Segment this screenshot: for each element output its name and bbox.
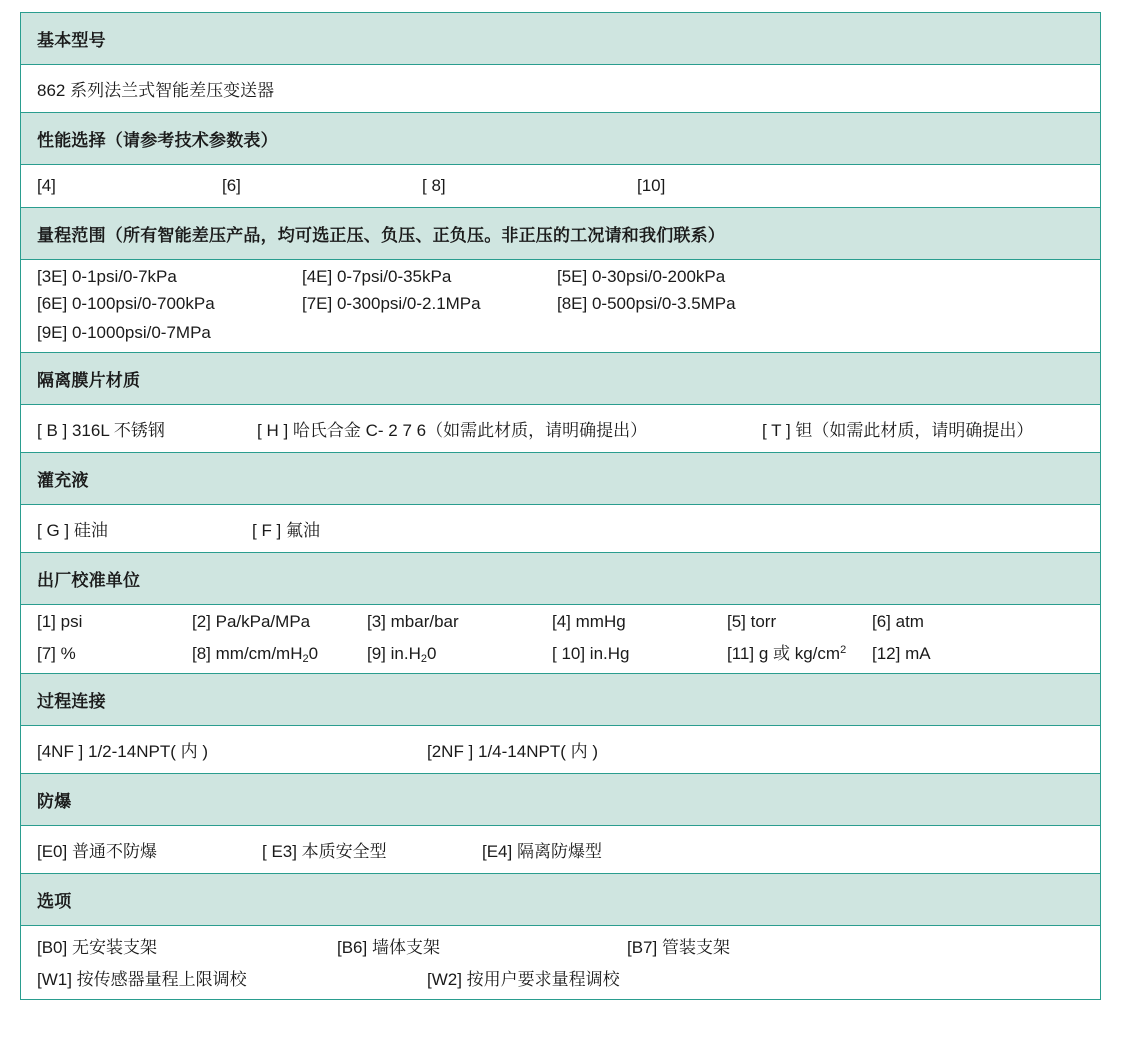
option-item[interactable]: [4] bbox=[37, 176, 56, 195]
option-item[interactable]: [9] $in.H_20$ bbox=[367, 644, 437, 665]
section-header-row bbox=[21, 874, 1100, 926]
section-header-line bbox=[21, 874, 1100, 925]
option-line bbox=[21, 926, 1100, 965]
option-item[interactable]: [ F ] 氟油 bbox=[252, 521, 320, 540]
section-header-label: 基本型号 bbox=[37, 31, 106, 50]
section-options-row bbox=[21, 65, 1100, 113]
product-spec-table bbox=[20, 12, 1101, 1000]
option-item[interactable]: [6] atm bbox=[872, 612, 924, 631]
option-item[interactable]: [ T ] 钽（如需此材质，请明确提出） bbox=[762, 421, 1034, 440]
option-item[interactable]: [8E] 0-500psi/0-3.5MPa bbox=[557, 294, 736, 313]
section-header-label: 灌充液 bbox=[37, 471, 89, 490]
section-header-row bbox=[21, 553, 1100, 605]
option-line bbox=[21, 405, 1100, 452]
option-item[interactable]: 862 系列法兰式智能差压变送器 bbox=[37, 81, 275, 100]
option-item[interactable]: [ 8] bbox=[422, 176, 446, 195]
option-item[interactable]: [W2] 按用户要求量程调校 bbox=[427, 970, 620, 989]
option-item[interactable]: [E4] 隔离防爆型 bbox=[482, 842, 602, 861]
section-header-line bbox=[21, 208, 1100, 259]
section-header-row bbox=[21, 353, 1100, 405]
option-item[interactable]: [5] torr bbox=[727, 612, 777, 631]
section-options-row bbox=[21, 165, 1100, 208]
option-line bbox=[21, 965, 1100, 999]
option-line bbox=[21, 505, 1100, 552]
option-item[interactable]: [3E] 0-1psi/0-7kPa bbox=[37, 267, 177, 286]
option-item[interactable]: [4] mmHg bbox=[552, 612, 626, 631]
section-header-row bbox=[21, 774, 1100, 826]
section-header-label: 选项 bbox=[37, 892, 72, 911]
option-item[interactable]: [7] % bbox=[37, 644, 76, 663]
option-line bbox=[21, 639, 1100, 673]
option-item[interactable]: [ E3] 本质安全型 bbox=[262, 842, 387, 861]
option-line bbox=[21, 165, 1100, 207]
option-item[interactable]: [2] Pa/kPa/MPa bbox=[192, 612, 311, 631]
option-line bbox=[21, 260, 1100, 294]
option-item[interactable]: [4NF ] 1/2-14NPT( 内 ) bbox=[37, 742, 208, 761]
section-options-row bbox=[21, 826, 1100, 874]
section-header-line bbox=[21, 353, 1100, 404]
section-options-row bbox=[21, 926, 1100, 999]
section-header-row bbox=[21, 13, 1100, 65]
option-item[interactable]: [4E] 0-7psi/0-35kPa bbox=[302, 267, 452, 286]
option-item[interactable]: [11] g 或 $kg/cm^2$ bbox=[727, 644, 847, 663]
option-line bbox=[21, 605, 1100, 639]
option-item[interactable]: [6] bbox=[222, 176, 241, 195]
section-header-row bbox=[21, 113, 1100, 165]
section-options-row bbox=[21, 605, 1100, 674]
section-header-label: 量程范围（所有智能差压产品，均可选正压、负压、正负压。非正压的工况请和我们联系） bbox=[37, 226, 725, 245]
section-header-line bbox=[21, 113, 1100, 164]
section-header-label: 性能选择（请参考技术参数表） bbox=[37, 131, 278, 150]
option-item[interactable]: [8] $mm/cm/mH_20$ bbox=[192, 644, 319, 665]
option-item[interactable]: [ G ] 硅油 bbox=[37, 521, 108, 540]
option-item[interactable]: [B6] 墙体支架 bbox=[337, 938, 440, 957]
option-line bbox=[21, 323, 1100, 352]
option-item[interactable]: [W1] 按传感器量程上限调校 bbox=[37, 970, 247, 989]
option-item[interactable]: [10] bbox=[637, 176, 666, 195]
option-item[interactable]: [7E] 0-300psi/0-2.1MPa bbox=[302, 294, 481, 313]
option-item[interactable]: [ B ] 316L 不锈钢 bbox=[37, 421, 165, 440]
section-header-line bbox=[21, 453, 1100, 504]
option-item[interactable]: [6E] 0-100psi/0-700kPa bbox=[37, 294, 215, 313]
section-options-row bbox=[21, 505, 1100, 553]
section-header-line bbox=[21, 13, 1100, 64]
option-line bbox=[21, 65, 1100, 112]
option-line bbox=[21, 294, 1100, 323]
option-item[interactable]: [ H ] 哈氏合金 C- 2 7 6（如需此材质，请明确提出） bbox=[257, 421, 648, 440]
option-item[interactable]: [12] mA bbox=[872, 644, 931, 663]
section-header-label: 出厂校准单位 bbox=[37, 571, 141, 590]
section-header-row bbox=[21, 453, 1100, 505]
option-line bbox=[21, 826, 1100, 873]
option-item[interactable]: [2NF ] 1/4-14NPT( 内 ) bbox=[427, 742, 598, 761]
section-header-label: 隔离膜片材质 bbox=[37, 371, 141, 390]
section-header-label: 过程连接 bbox=[37, 692, 106, 711]
section-header-line bbox=[21, 774, 1100, 825]
option-item[interactable]: [5E] 0-30psi/0-200kPa bbox=[557, 267, 726, 286]
option-item[interactable]: [9E] 0-1000psi/0-7MPa bbox=[37, 323, 211, 342]
section-header-label: 防爆 bbox=[37, 792, 72, 811]
option-item[interactable]: [ 10] in.Hg bbox=[552, 644, 630, 663]
option-item[interactable]: [E0] 普通不防爆 bbox=[37, 842, 157, 861]
section-options-row bbox=[21, 726, 1100, 774]
option-item[interactable]: [B7] 管装支架 bbox=[627, 938, 730, 957]
section-header-line bbox=[21, 553, 1100, 604]
option-item[interactable]: [3] mbar/bar bbox=[367, 612, 459, 631]
section-header-row bbox=[21, 208, 1100, 260]
section-options-row bbox=[21, 260, 1100, 353]
section-header-row bbox=[21, 674, 1100, 726]
option-item[interactable]: [B0] 无安装支架 bbox=[37, 938, 157, 957]
option-line bbox=[21, 726, 1100, 773]
option-item[interactable]: [1] psi bbox=[37, 612, 83, 631]
section-options-row bbox=[21, 405, 1100, 453]
section-header-line bbox=[21, 674, 1100, 725]
